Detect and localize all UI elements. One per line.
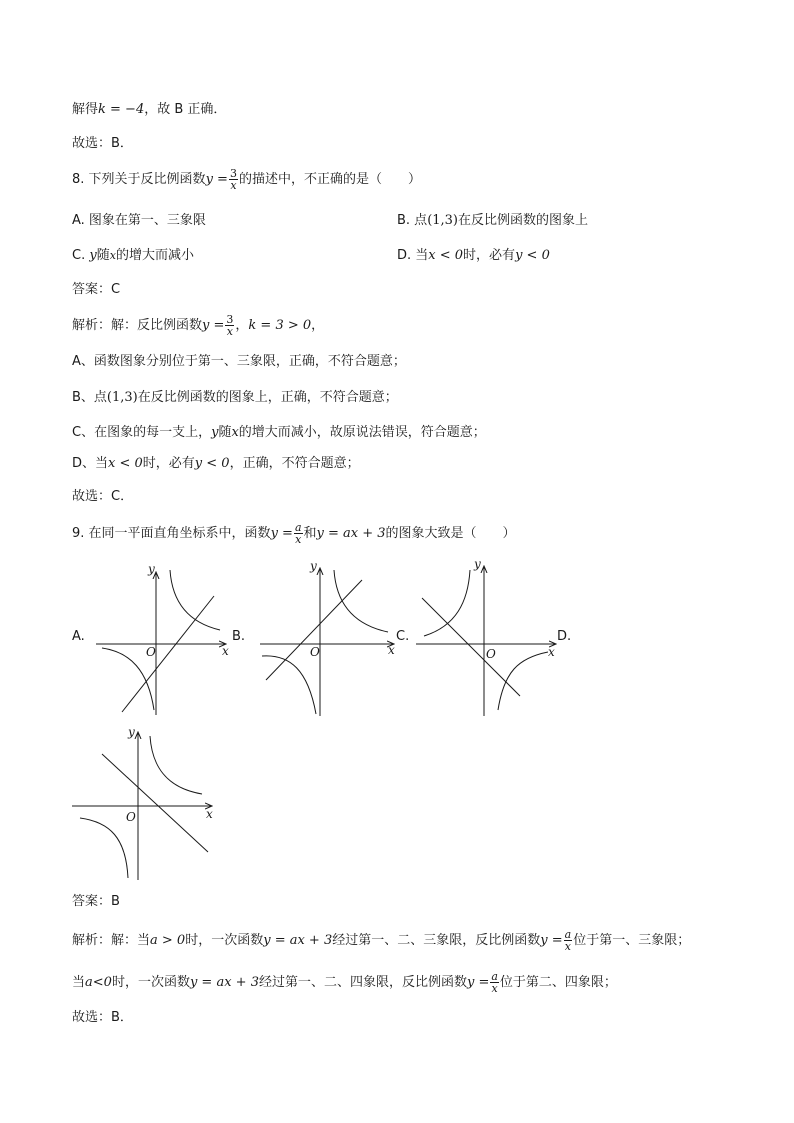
text: ，正确，不符合题意； [229, 456, 360, 471]
question-9 [72, 522, 516, 545]
explanation-8-line1 [72, 314, 324, 337]
x-label: x [206, 807, 213, 821]
math-y: y = [540, 933, 563, 948]
text: 经过第一、二、三象限，反比例函数 [332, 933, 541, 948]
linear-function-line [266, 580, 362, 680]
numerator: a [564, 928, 572, 941]
text: 随 [218, 425, 232, 440]
x-label: x [548, 645, 555, 659]
fraction [564, 929, 573, 952]
x-label: x [222, 644, 229, 658]
fraction [225, 314, 234, 337]
math-y-lt-0: y < 0 [194, 456, 230, 471]
fraction [490, 971, 499, 994]
explanation-8-b [72, 388, 398, 408]
math-x: x [231, 425, 239, 440]
text: 解析：解：当 [72, 933, 151, 948]
linear-function-line [422, 598, 520, 696]
hyperbola-branch [170, 570, 220, 630]
explanation-8-a: A、函数图象分别位于第一、三象限，正确，不符合题意； [72, 354, 406, 369]
graph-label-b: B. [232, 629, 246, 644]
point: (1,3) [427, 213, 459, 228]
denominator: x [295, 533, 302, 546]
explanation-8-d [72, 454, 360, 474]
question-number: 8. [72, 172, 85, 187]
question-number: 9. [72, 526, 85, 541]
math-y: y [89, 248, 97, 263]
option-b [397, 211, 588, 231]
math-y: y = [202, 318, 225, 333]
explanation-9-line2 [72, 971, 617, 994]
numerator: 3 [226, 313, 234, 326]
text: 位于第一、三象限； [573, 933, 691, 948]
text: 的增大而减小，故原说法错误，符合题意； [238, 425, 486, 440]
math-linear: y = ax + 3 [189, 975, 259, 990]
denominator: x [226, 325, 233, 338]
text: B. 点 [397, 213, 428, 228]
text: 的增大而减小 [115, 248, 194, 263]
solution-line-k [72, 100, 226, 120]
graph-b [252, 556, 402, 720]
hyperbola-branch [262, 656, 316, 714]
linear-function-line [102, 754, 208, 852]
text: 解得 [72, 102, 99, 117]
text: 在反比例函数的图象上 [458, 213, 589, 228]
text: 当 [72, 975, 86, 990]
math-y: y = [205, 172, 228, 187]
numerator: a [294, 521, 302, 534]
y-label: y [310, 559, 317, 573]
math-a-gt-0: a > 0 [150, 933, 186, 948]
y-label: y [128, 725, 135, 739]
select-line-9: 故选：B． [72, 1010, 133, 1025]
answer-8: 答案：C [72, 282, 121, 297]
fraction [294, 522, 303, 545]
text: ，故 B 正确． [144, 102, 227, 117]
text: 时，必有 [142, 456, 195, 471]
text: ， [311, 318, 325, 333]
hyperbola-branch [80, 818, 128, 878]
explanation-9-line1 [72, 929, 690, 952]
text: 位于第二、四象限； [499, 975, 617, 990]
text: 在反比例函数的图象上，正确，不符合题意； [137, 390, 398, 405]
question-text: 的图象大致是（ ） [385, 526, 516, 541]
origin-label: O [486, 647, 496, 661]
graph-d [66, 724, 224, 884]
question-text: 的描述中，不正确的是（ ） [238, 172, 421, 187]
math-k: k = −4 [98, 102, 145, 117]
text: 解析：解：反比例函数 [72, 318, 203, 333]
option-c [72, 246, 194, 266]
math-linear: y = ax + 3 [316, 526, 386, 541]
text: D. 当 [397, 248, 429, 263]
origin-label: O [146, 645, 156, 659]
origin-label: O [126, 810, 136, 824]
question-text: 在同一平面直角坐标系中，函数 [88, 526, 271, 541]
math-y: y = [466, 975, 490, 990]
denominator: x [230, 179, 237, 192]
text: 时，一次函数 [185, 933, 264, 948]
denominator: x [491, 982, 498, 995]
text: C、在图象的每一支上， [72, 425, 212, 440]
graph-label-d: D. [557, 629, 572, 644]
x-label: x [388, 643, 395, 657]
linear-function-line [122, 596, 214, 712]
graph-label-c: C. [396, 629, 410, 644]
y-label: y [474, 557, 481, 571]
text: D、当 [72, 456, 109, 471]
graph-a [88, 560, 238, 720]
math-k: k = 3 > 0 [248, 318, 312, 333]
text: B、点 [72, 390, 107, 405]
text: ， [235, 318, 249, 333]
y-label: y [148, 562, 155, 576]
select-line-7: 故选：B． [72, 136, 133, 151]
denominator: x [564, 940, 572, 953]
graph-c [410, 556, 560, 720]
question-text: 下列关于反比例函数 [88, 172, 206, 187]
text: 时，必有 [463, 248, 516, 263]
fraction [229, 168, 238, 191]
origin-label: O [310, 645, 320, 659]
select-line-8: 故选：C． [72, 489, 134, 504]
text: 和 [303, 526, 317, 541]
text: 经过第一、二、四象限，反比例函数 [258, 975, 467, 990]
math-x-lt-0: x < 0 [108, 456, 143, 471]
answer-9: 答案：B [72, 894, 120, 909]
math-x: x [109, 249, 116, 262]
math-y-lt-0: y < 0 [515, 248, 550, 263]
text: 随 [96, 248, 110, 263]
numerator: 3 [229, 167, 237, 180]
numerator: a [491, 970, 498, 983]
math-x-lt-0: x < 0 [428, 248, 464, 263]
math-linear: y = ax + 3 [263, 933, 333, 948]
math-y: y = [270, 526, 293, 541]
explanation-8-c [72, 423, 486, 443]
option-a: A. 图象在第一、三象限 [72, 213, 206, 228]
math-a-lt-0: a<0 [85, 975, 112, 990]
option-d [397, 246, 550, 266]
graph-label-a: A. [72, 629, 85, 644]
point: (1,3) [106, 390, 138, 405]
text: 时，一次函数 [111, 975, 190, 990]
hyperbola-branch [150, 736, 202, 794]
question-8 [72, 168, 421, 191]
hyperbola-branch [424, 570, 470, 636]
text: C. [72, 248, 90, 263]
math-y: y [211, 425, 219, 440]
